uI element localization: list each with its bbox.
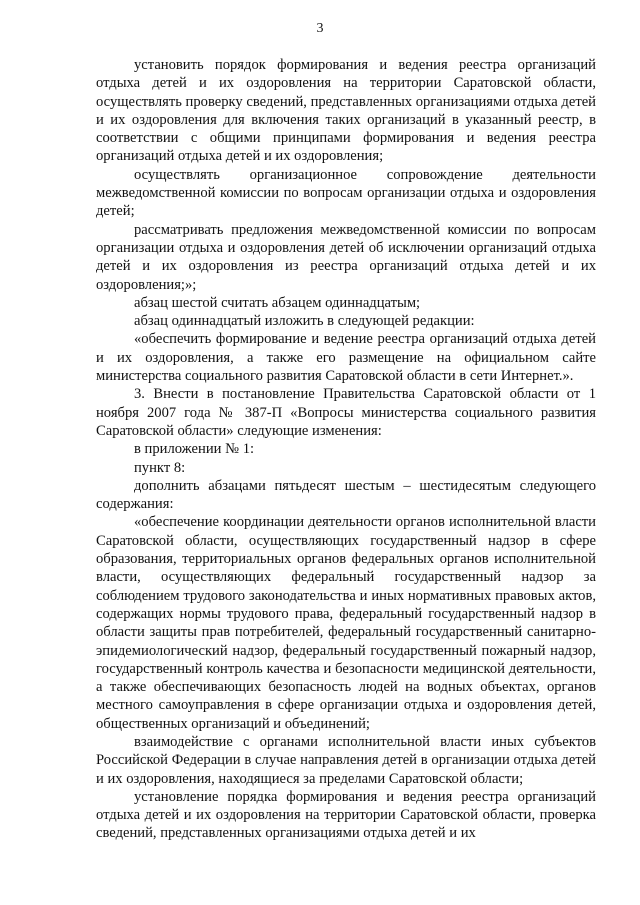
paragraph: взаимодействие с органами исполнительной власти иных субъектов Российской Федерации в случае направления детей в организации отдыха детей и их оздоровления, находящиеся за пределами Саратовской области; [96, 733, 596, 787]
paragraph: в приложении № 1: [134, 441, 255, 458]
paragraph: абзац одиннадцатый изложить в следующей редакции: [134, 313, 475, 330]
paragraph: рассматривать предложения межведомственной комиссии по вопросам организации отдыха и оздоровления детей об исключении организаций отдыха детей и их оздоровления из реестра организаций отдыха детей и их оздоровления;»; [96, 221, 596, 293]
paragraph: осуществлять организационное сопровождение деятельности межведомственной комиссии по вопросам организации отдыха и оздоровления детей; [96, 166, 596, 220]
page-number: 3 [316, 21, 324, 36]
paragraph: пункт 8: [134, 459, 186, 476]
document-body [96, 56, 596, 843]
paragraph: абзац шестой считать абзацем одиннадцатым; [134, 294, 421, 311]
paragraph: установить порядок формирования и ведения реестра организаций отдыха детей и их оздоровления на территории Саратовской области, осуществлять проверку сведений, представленных организациями отдыха детей и их оздоровления для включения таких организаций в указанный реестр, в соответствии с общими принципами формирования и ведения реестра организаций отдыха детей и их оздоровления; [96, 57, 596, 165]
paragraph: 3. Внести в постановление Правительства Саратовской области от 1 ноября 2007 года № 387-П «Вопросы министерства социального развития Саратовской области» следующие изменения: [96, 386, 596, 439]
paragraph: «обеспечить формирование и ведение реестра организаций отдыха детей и их оздоровления, а также его размещение на официальном сайте министерства социального развития Саратовской области в сети Интернет.». [96, 331, 596, 385]
paragraph: установление порядка формирования и ведения реестра организаций отдыха детей и их оздоровления на территории Саратовской области, проверка сведений, представленных организациями отдыха детей и их [96, 788, 596, 842]
paragraph: «обеспечение координации деятельности органов исполнительной власти Саратовской области, осуществляющих государственный надзор в сфере образования, территориальных органов федеральных органов исполнительной власти, осуществляющих федеральный государственный надзор за соблюдением трудового законодательства и иных нормативных правовых актов, содержащих нормы трудового права, федеральный государственный надзор в области защиты прав потребителей, федеральный государственный санитарно-эпидемиологический надзор, федеральный государственный пожарный надзор, государственный контроль качества и безопасности медицинской деятельности, а также обеспечивающих безопасность людей на водных объектах, органов местного самоуправления в сфере организации отдыха и оздоровления детей, общественных организаций и объединений; [96, 514, 596, 732]
paragraph: дополнить абзацами пятьдесят шестым – шестидесятым следующего содержания: [96, 477, 596, 513]
